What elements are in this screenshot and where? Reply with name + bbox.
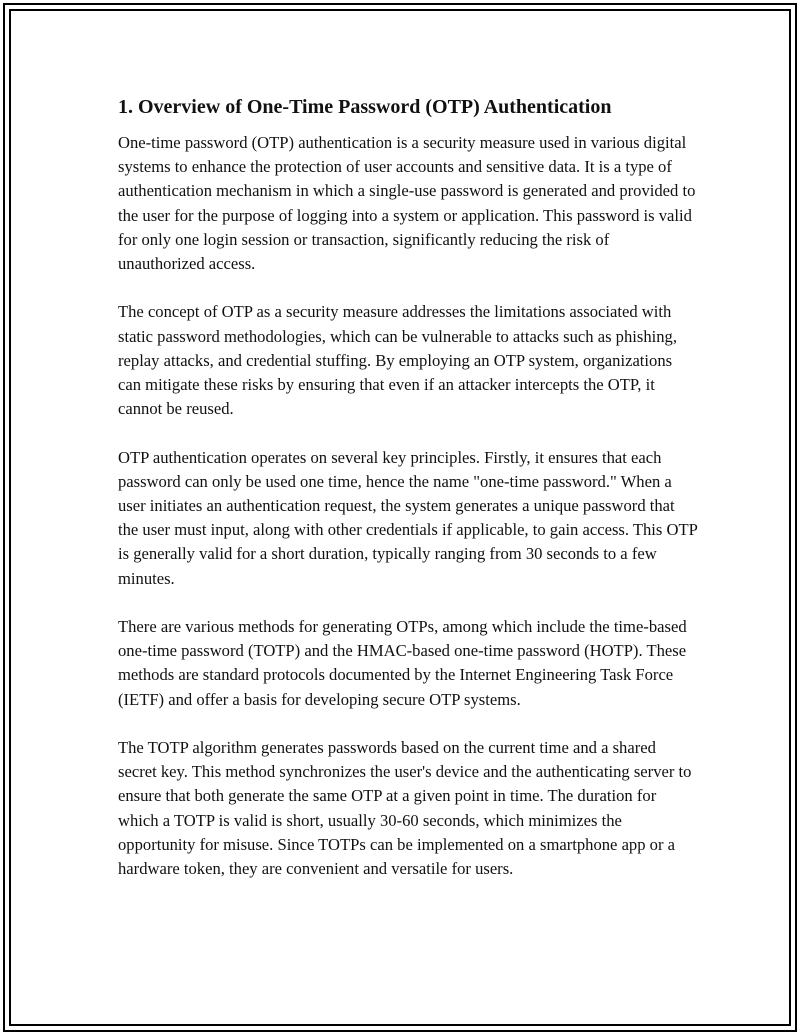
paragraph-otp-methods: There are various methods for generating OTPs, among which include the time-based one-time password (TOTP) and the HMAC-based one-time password (HOTP). These methods are standard protocols documented by the Internet Engineering Task Force (IETF) and offer a basis for developing secure OTP systems. <box>118 617 687 709</box>
paragraph-otp-definition: One-time password (OTP) authentication is a security measure used in various digital systems to enhance the protection of user accounts and sensitive data. It is a type of authentication mechanism in which a single-use password is generated and provided to the user for the purpose of logging into a system or application. This password is valid for only one login session or transaction, significantly reducing the risk of unauthorized access. <box>118 133 696 274</box>
paragraph-otp-principles: OTP authentication operates on several key principles. Firstly, it ensures that each password can only be used one time, hence the name "one-time password." When a user initiates an authentication request, the system generates a unique password that the user must input, along with other credentials if applicable, to gain access. This OTP is generally valid for a short duration, typically ranging from 30 seconds to a few minutes. <box>118 447 698 588</box>
paragraph-otp-concept: The concept of OTP as a security measure addresses the limitations associated with static password methodologies, which can be vulnerable to attacks such as phishing, replay attacks, and credential stuffing. By employing an OTP system, organizations can mitigate these risks by ensuring that even if an attacker intercepts the OTP, it cannot be reused. <box>118 302 677 419</box>
paragraph-totp-algorithm: The TOTP algorithm generates passwords based on the current time and a shared secret key. This method synchronizes the user's device and the authenticating server to ensure that both generate the same OTP at a given point in time. The duration for which a TOTP is valid is short, usually 30-60 seconds, which minimizes the opportunity for misuse. Since TOTPs can be implemented on a smartphone app or a hardware token, they are convenient and versatile for users. <box>118 738 692 879</box>
document-body <box>118 94 698 905</box>
section-heading: 1. Overview of One-Time Password (OTP) Authentication <box>118 96 612 118</box>
